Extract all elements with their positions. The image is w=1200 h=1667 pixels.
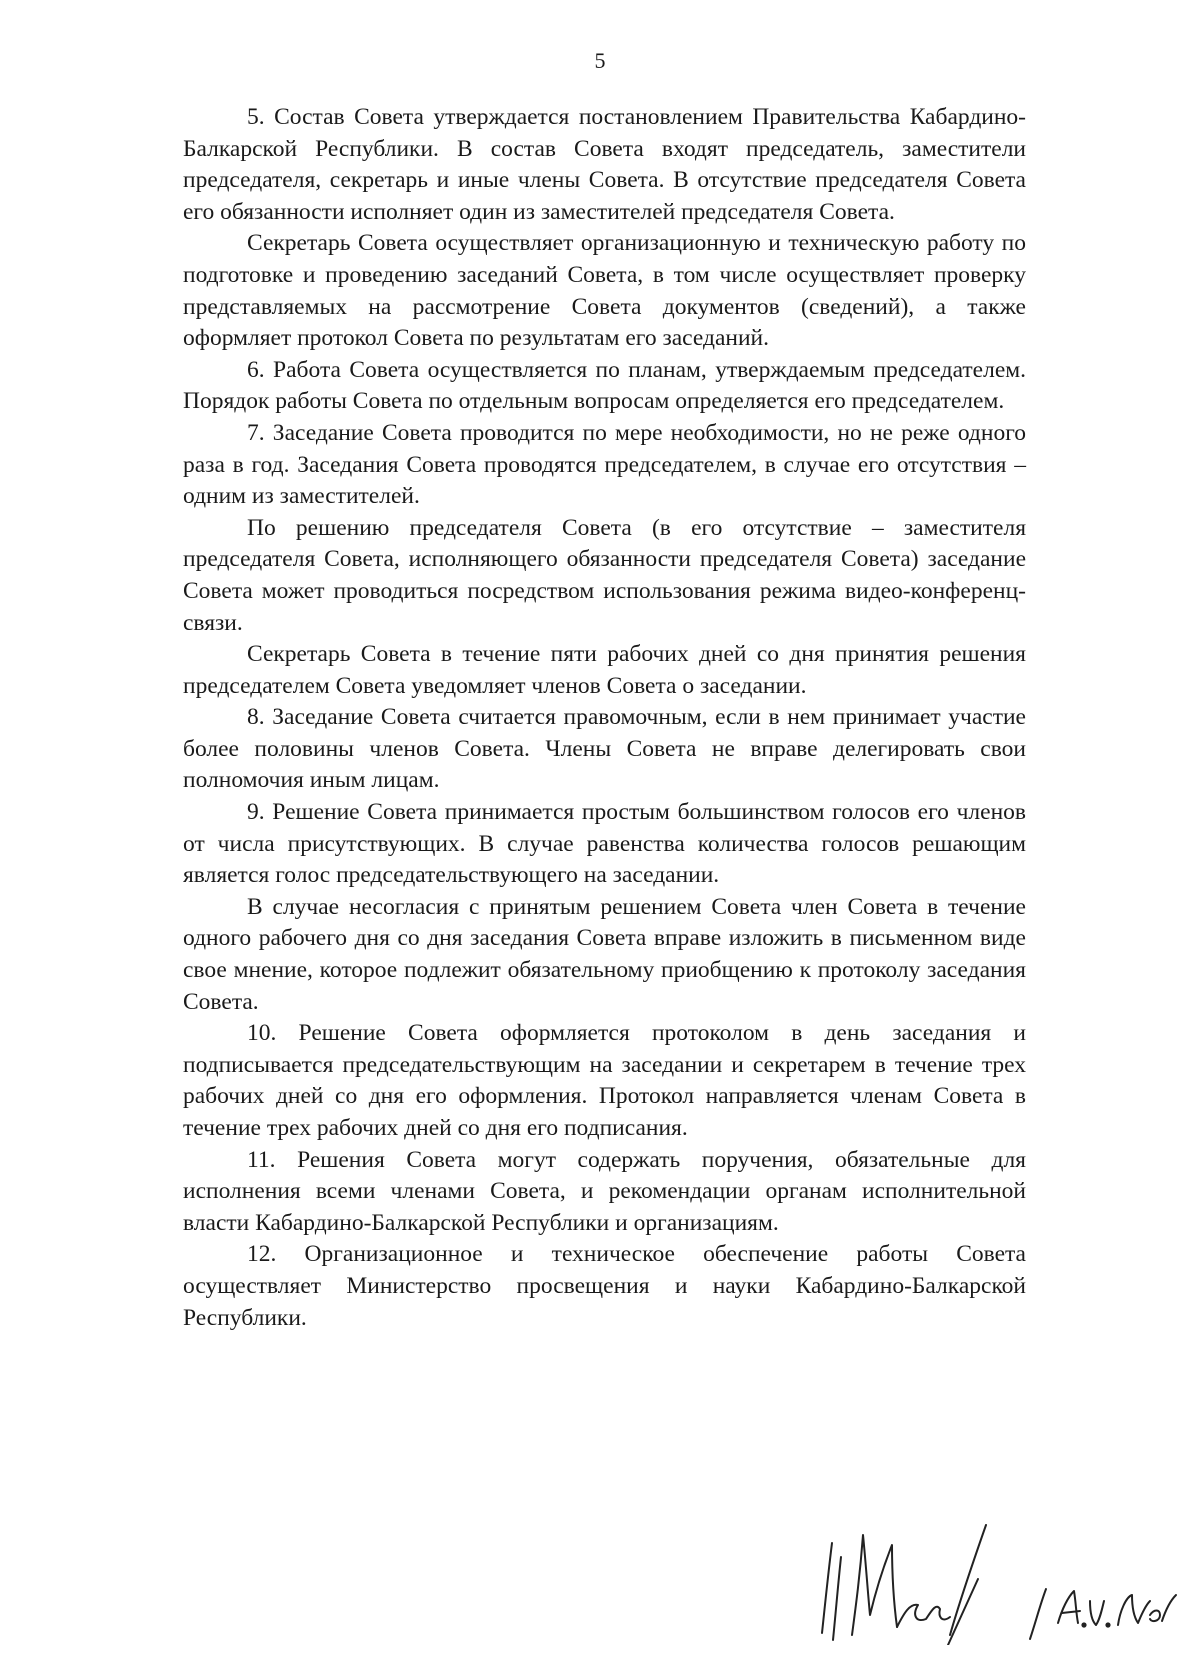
page-number: 5	[594, 48, 606, 73]
paragraph-item-10: 10. Решение Совета оформляется протоколом в день заседания и подписывается председательствующим на заседании и секретарем в течение трех рабочих дней со дня его оформления. Протокол направляется членам Совета в течение трех рабочих дней со дня его подписания.	[183, 1020, 1026, 1141]
paragraph-video-conference: По решению председателя Совета (в его отсутствие – заместителя председателя Совета, исполняющего обязанности председателя Совета) заседание Совета может проводиться посредством использования режима видео-конференц-связи.	[183, 514, 1026, 636]
paragraph-item-7: 7. Заседание Совета проводится по мере необходимости, но не реже одного раза в год. Заседания Совета проводятся председателем, в случае его отсутствия – одним из заместителей.	[183, 419, 1026, 510]
document-body	[183, 102, 1026, 1334]
paragraph-item-12: 12. Организационное и техническое обеспечение работы Совета осуществляет Министерство просвещения и науки Кабардино-Балкарской Республики.	[183, 1241, 1026, 1331]
paragraph-item-6: 6. Работа Совета осуществляется по планам, утверждаемым председателем. Порядок работы Совета по отдельным вопросам определяется его председателем.	[183, 356, 1026, 415]
paragraph-item-5: 5. Состав Совета утверждается постановлением Правительства Кабардино-Балкарской Республики. В состав Совета входят председатель, заместители председателя, секретарь и иные члены Совета. В отсутствие председателя Совета его обязанности исполняет один из заместителей председателя Совета.	[183, 104, 1026, 225]
paragraph-secretary-duties: Секретарь Совета осуществляет организационную и техническую работу по подготовке и проведению заседаний Совета, в том числе осуществляет проверку представляемых на рассмотрение Совета документов (сведений), а также оформляет протокол Совета по результатам его заседаний.	[183, 230, 1026, 352]
paragraph-item-9: 9. Решение Совета принимается простым большинством голосов его членов от числа присутствующих. В случае равенства количества голосов решающим является голос председательствующего на заседании.	[183, 799, 1026, 889]
paragraph-item-11: 11. Решения Совета могут содержать поручения, обязательные для исполнения всеми членами Совета, и рекомендации органам исполнительной власти Кабардино-Балкарской Республики и организациям.	[183, 1146, 1026, 1236]
paragraph-disagreement: В случае несогласия с принятым решением Совета член Совета в течение одного рабочего дня со дня заседания Совета вправе изложить в письменном виде свое мнение, которое подлежит обязательному приобщению к протоколу заседания Совета.	[183, 893, 1026, 1015]
paragraph-item-8: 8. Заседание Совета считается правомочным, если в нем принимает участие более половины членов Совета. Члены Совета не вправе делегировать свои полномочия иным лицам.	[183, 704, 1026, 794]
handwritten-signature	[800, 1505, 1180, 1645]
paragraph-notification: Секретарь Совета в течение пяти рабочих дней со дня принятия решения председателем Совета уведомляет членов Совета о заседании.	[183, 641, 1026, 699]
